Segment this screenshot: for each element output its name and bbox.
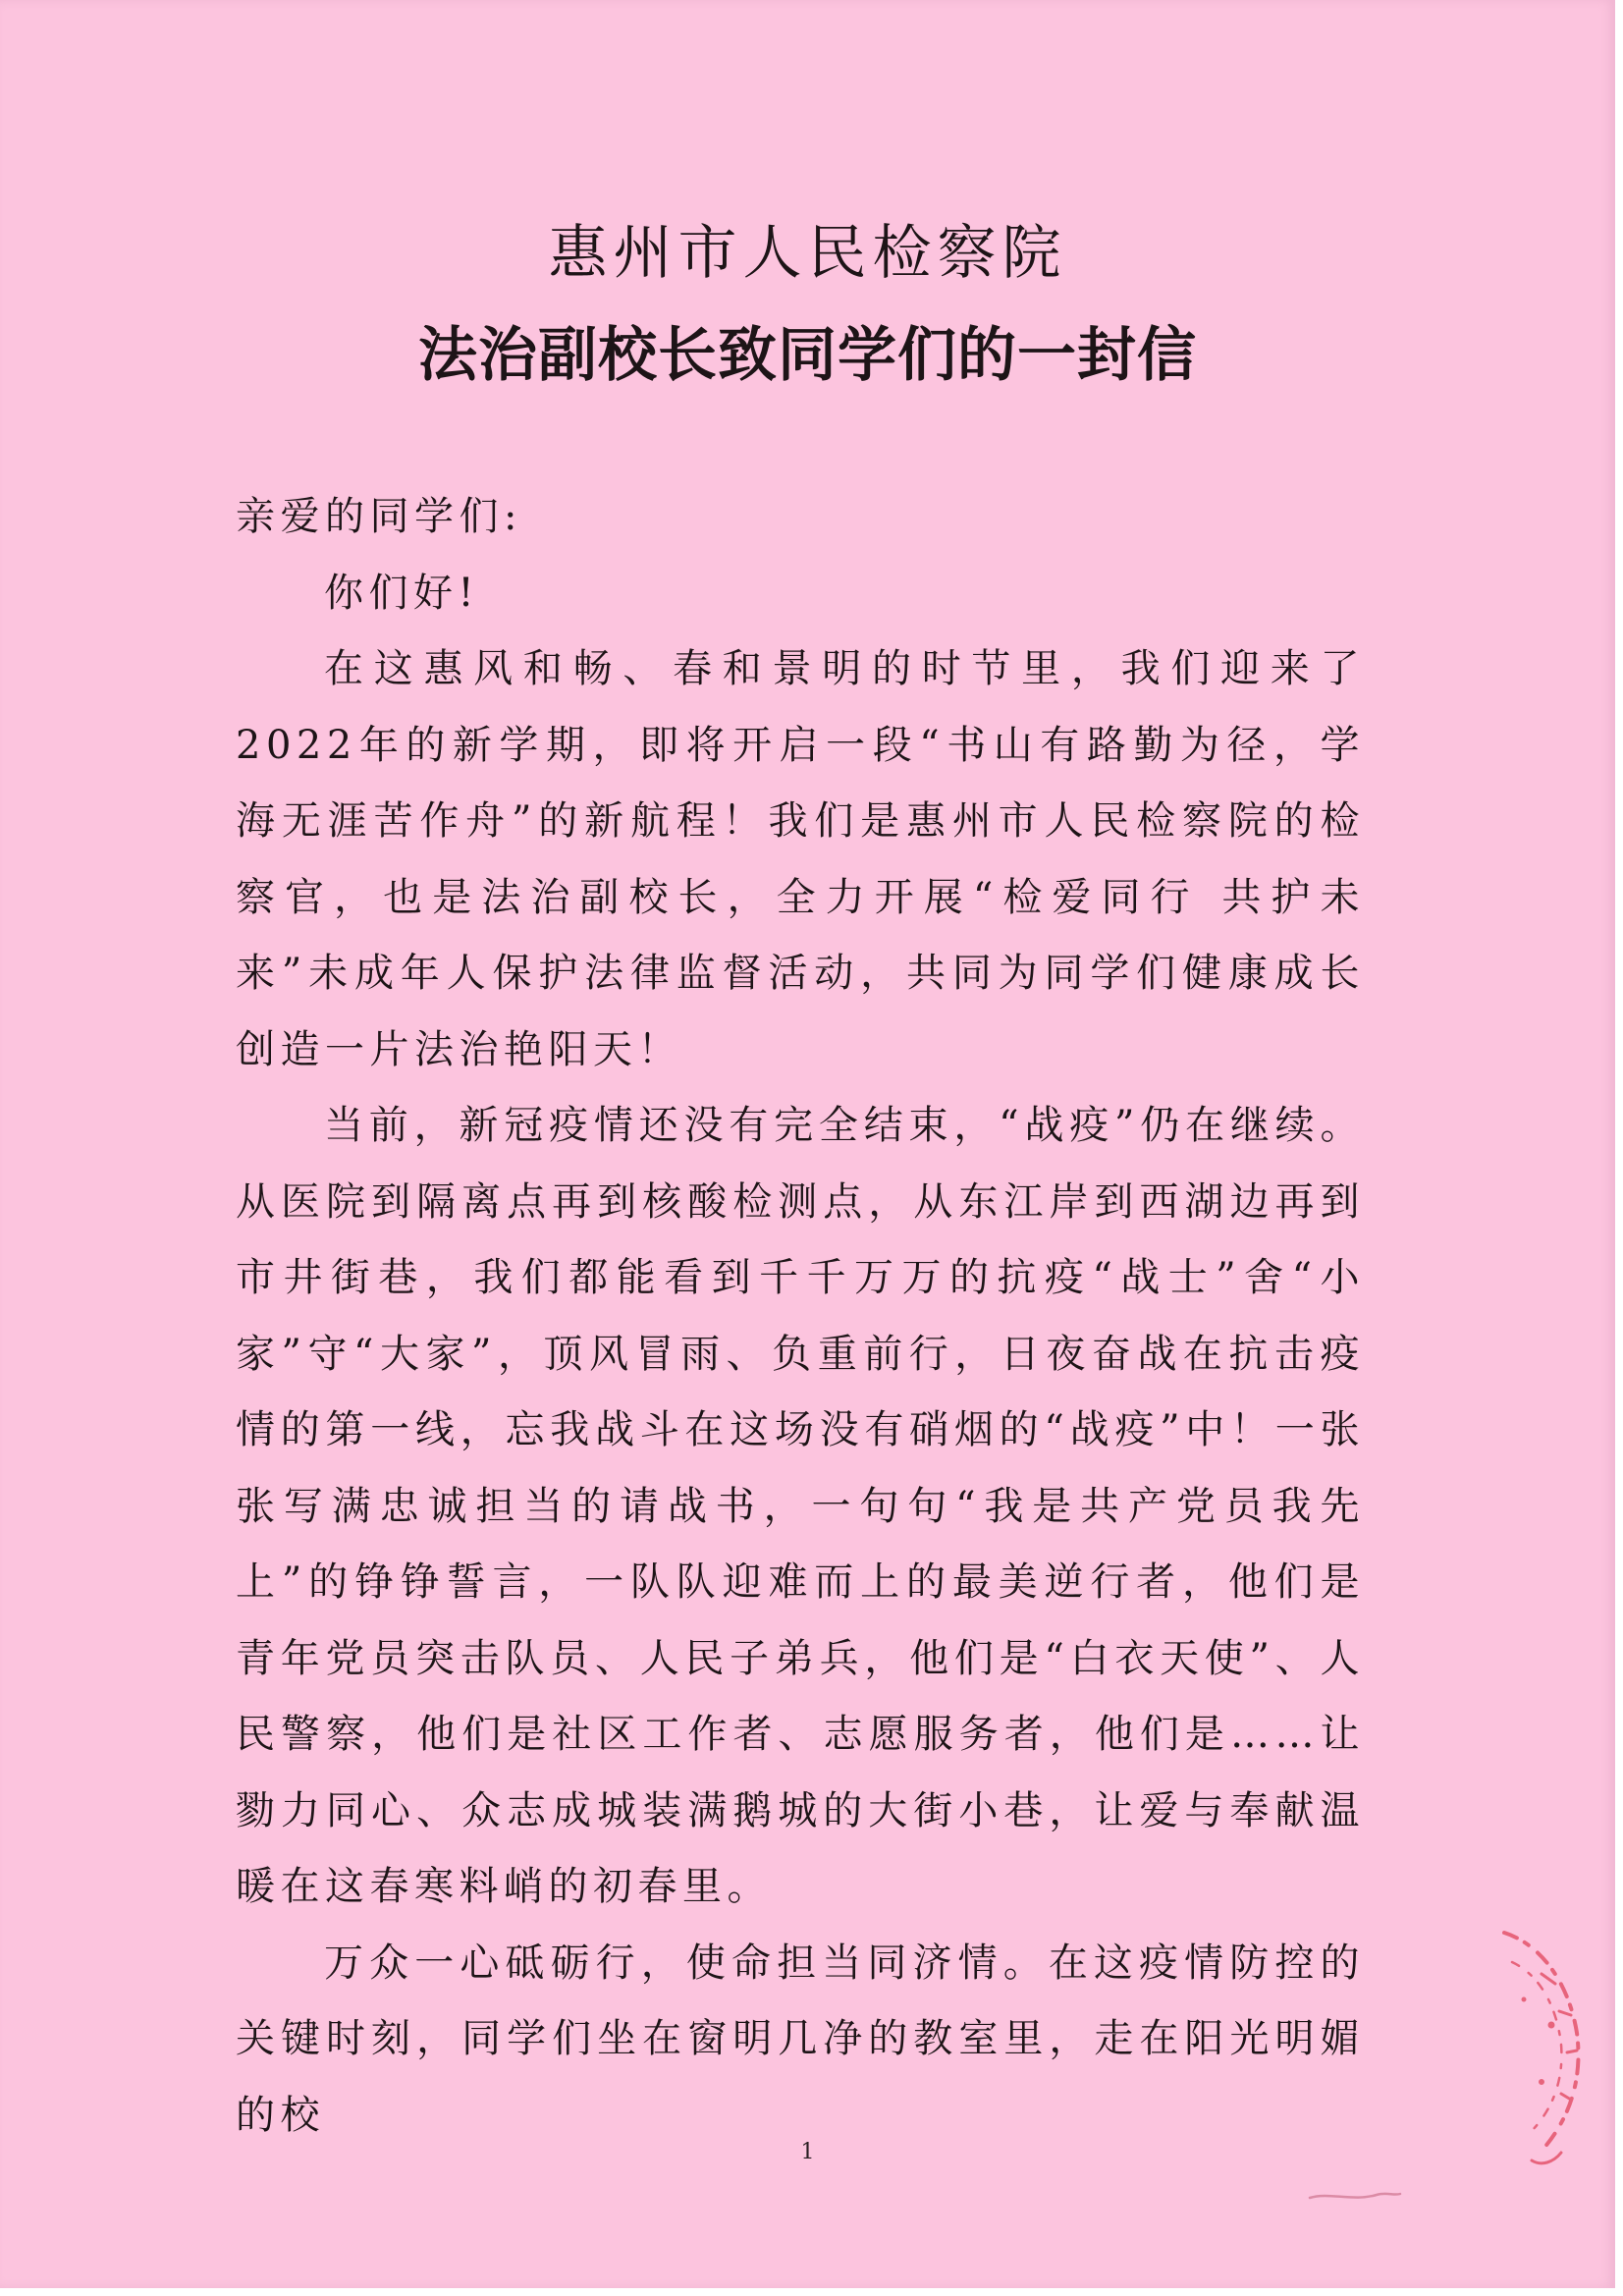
letter-greeting: 你们好! xyxy=(324,570,480,616)
document-title-letter: 法治副校长致同学们的一封信 xyxy=(418,321,1197,390)
letter-paragraph-2: 当前，新冠疫情还没有完全结束，“战疫”仍在继续。从医院到隔离点再到核酸检测点，从东江岸到西湖边再到市井街巷，我们都能看到千千万万的抗疫“战士”舍“小家”守“大家”，顶风冒雨、负重前行，日夜奋战在抗击疫情的第一线，忘我战斗在这场没有硝烟的“战疫”中！一张张写满忠诚担当的请战书，一句句“我是共产党员我先上”的铮铮誓言，一队队迎难而上的最美逆行者，他们是青年党员突击队员、人民子弟兵，他们是“白衣天使”、人民警察，他们是社区工作者、志愿服务者，他们是……让勠力同心、众志成城装满鹅城的大街小巷，让爱与奉献温暖在这春寒料峭的初春里。 xyxy=(236,1103,1365,1909)
letter-paragraph-3: 万众一心砥砺行，使命担当同济情。在这疫情防控的关键时刻，同学们坐在窗明几净的教室里，走在阳光明媚的校 xyxy=(236,1940,1365,2138)
document-title-organization: 惠州市人民检察院 xyxy=(548,219,1067,288)
ink-smudge-icon xyxy=(1306,2186,1404,2206)
letter-body xyxy=(236,479,1365,2154)
page-number: 1 xyxy=(800,2140,815,2164)
letter-paragraph-1: 在这惠风和畅、春和景明的时节里，我们迎来了2022年的新学期，即将开启一段“书山有路勤为径，学海无涯苦作舟”的新航程！我们是惠州市人民检察院的检察官，也是法治副校长，全力开展“检爱同行 共护未来”未成年人保护法律监督活动，共同为同学们健康成长创造一片法治艳阳天！ xyxy=(236,646,1365,1072)
letter-salutation: 亲爱的同学们: xyxy=(236,494,522,539)
